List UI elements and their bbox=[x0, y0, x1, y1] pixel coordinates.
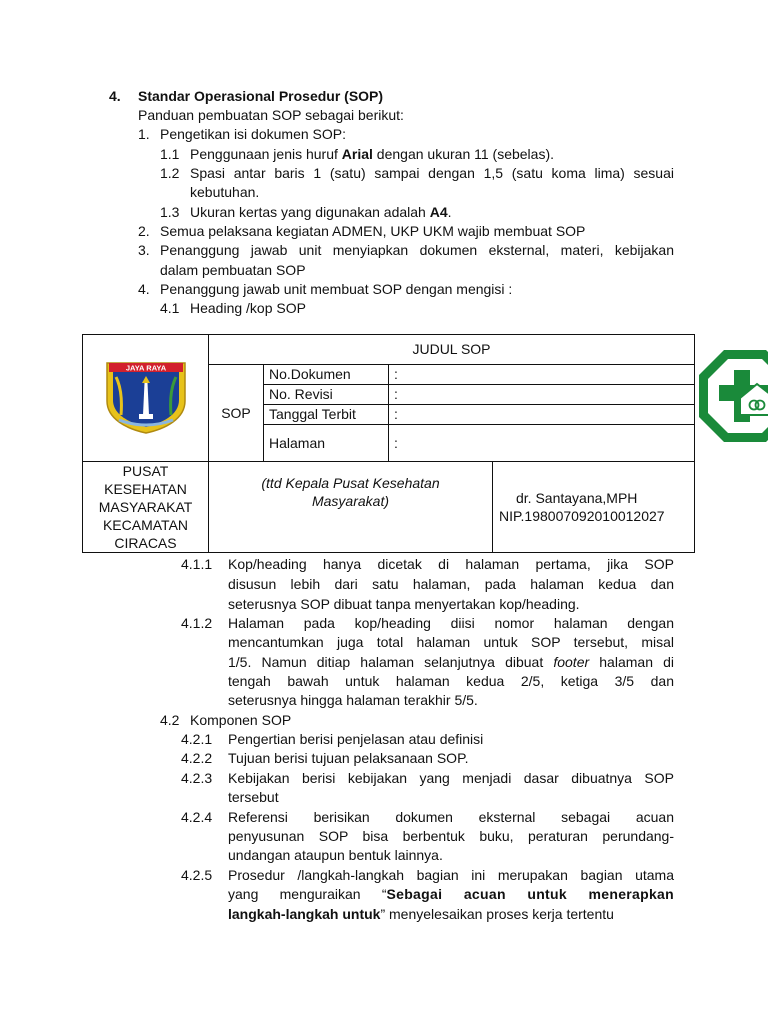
list-item: Penanggung jawab unit menyiapkan dokumen eksternal, materi, kebijakan bbox=[160, 242, 674, 258]
judul-sop: JUDUL SOP bbox=[209, 335, 695, 365]
signer-nip: NIP.198007092010012027 bbox=[499, 508, 665, 524]
org-name-line: KECAMATAN bbox=[102, 517, 189, 533]
meta-label: Tanggal Terbit bbox=[264, 405, 389, 425]
org-name-line: MASYARAKAT bbox=[98, 499, 193, 515]
table-row bbox=[264, 405, 695, 425]
list-item: Heading /kop SOP bbox=[190, 300, 306, 316]
sub-number: 4.2.1 bbox=[181, 731, 213, 747]
paragraph-line: undangan ataupun bentuk lainnya. bbox=[228, 847, 443, 863]
paragraph-line: Tujuan berisi tujuan pelaksanaan SOP. bbox=[228, 750, 469, 766]
paragraph-line: mencantumkan juga total halaman untuk SOP tersebut, misal bbox=[228, 634, 674, 650]
sop-cell bbox=[209, 365, 695, 462]
sub-number: 4.1.1 bbox=[181, 556, 213, 572]
sub-number: 4.2 bbox=[160, 712, 180, 728]
list-number: 3. bbox=[138, 242, 150, 258]
jaya-raya-emblem-icon bbox=[101, 357, 191, 435]
meta-label: No. Revisi bbox=[264, 385, 389, 405]
paragraph-line: yang menguraikan “Sebagai acuan untuk menerapkan bbox=[228, 886, 674, 902]
svg-text:JAYA RAYA: JAYA RAYA bbox=[125, 363, 166, 372]
signer-name: dr. Santayana,MPH bbox=[516, 490, 638, 506]
sop-label: SOP bbox=[221, 404, 251, 421]
meta-value: : bbox=[389, 385, 695, 405]
list-number: 4. bbox=[138, 281, 150, 297]
meta-value: : bbox=[389, 365, 695, 385]
paragraph-line: Kop/heading hanya dicetak di halaman pertama, jika SOP bbox=[228, 556, 674, 572]
paragraph-line: Referensi berisikan dokumen eksternal sebagai acuan bbox=[228, 809, 674, 825]
org-name-line: PUSAT bbox=[122, 463, 169, 479]
paragraph-line: penyusunan SOP bisa berbentuk buku, peraturan perundang- bbox=[228, 828, 674, 844]
sub-number: 4.2.3 bbox=[181, 770, 213, 786]
sub-number: 4.2.5 bbox=[181, 867, 213, 883]
table-row bbox=[264, 385, 695, 405]
signature-cell bbox=[493, 462, 695, 553]
list-item-cont: dalam pembuatan SOP bbox=[160, 262, 306, 278]
meta-label: No.Dokumen bbox=[264, 365, 389, 385]
puskesmas-logo-icon bbox=[695, 346, 768, 446]
org-name-cell bbox=[83, 462, 209, 553]
list-number: 1.2 bbox=[160, 165, 180, 181]
ttd-line: Masyarakat) bbox=[311, 493, 390, 509]
list-number: 1. bbox=[138, 126, 150, 142]
table-row bbox=[264, 425, 695, 462]
section-number: 4. bbox=[109, 88, 121, 104]
paragraph-line: Prosedur /langkah-langkah bagian ini merupakan bagian utama bbox=[228, 867, 674, 883]
paragraph-line: seterusnya hingga halaman terakhir 5/5. bbox=[228, 692, 478, 708]
list-item: Penggunaan jenis huruf Arial dengan ukuran 11 (sebelas). bbox=[190, 146, 555, 162]
sub-number: 4.2.2 bbox=[181, 750, 213, 766]
list-item-cont: kebutuhan. bbox=[190, 184, 260, 200]
paragraph-line: langkah-langkah untuk” menyelesaikan proses kerja tertentu bbox=[228, 906, 614, 922]
list-item: Penanggung jawab unit membuat SOP dengan mengisi : bbox=[160, 281, 513, 297]
paragraph-line: Pengertian berisi penjelasan atau definisi bbox=[228, 731, 484, 747]
org-name-line: KESEHATAN bbox=[104, 481, 187, 497]
paragraph-line: tersebut bbox=[228, 789, 279, 805]
paragraph-line: 1/5. Namun ditiap halaman selanjutnya dibuat footer halaman di bbox=[228, 654, 674, 670]
meta-label: Halaman bbox=[264, 425, 389, 462]
kop-table bbox=[82, 334, 695, 553]
list-number: 1.1 bbox=[160, 146, 180, 162]
table-row bbox=[264, 365, 695, 385]
list-item: Pengetikan isi dokumen SOP: bbox=[160, 126, 346, 142]
list-number: 2. bbox=[138, 223, 150, 239]
logo-left-cell bbox=[83, 335, 209, 462]
list-number: 1.3 bbox=[160, 204, 180, 220]
meta-value: : bbox=[389, 425, 695, 462]
paragraph-line: disusun lebih dari satu halaman, pada halaman kedua dan bbox=[228, 576, 674, 592]
org-name-line: CIRACAS bbox=[114, 535, 177, 551]
paragraph-line: tengah bawah untuk halaman kedua 2/5, ketiga 3/5 dan bbox=[228, 673, 674, 689]
sub-heading: Komponen SOP bbox=[190, 712, 292, 728]
list-item: Semua pelaksana kegiatan ADMEN, UKP UKM wajib membuat SOP bbox=[160, 223, 586, 239]
sub-number: 4.1.2 bbox=[181, 615, 213, 631]
sub-number: 4.2.4 bbox=[181, 809, 213, 825]
meta-value: : bbox=[389, 405, 695, 425]
list-item: Ukuran kertas yang digunakan adalah A4. bbox=[190, 204, 452, 220]
list-number: 4.1 bbox=[160, 300, 180, 316]
paragraph-line: Kebijakan berisi kebijakan yang menjadi dasar dibuatnya SOP bbox=[228, 770, 674, 786]
section-title: Standar Operasional Prosedur (SOP) bbox=[138, 88, 384, 104]
paragraph-line: seterusnya SOP dibuat tanpa menyertakan kop/heading. bbox=[228, 596, 580, 612]
paragraph-line: Halaman pada kop/heading diisi nomor halaman dengan bbox=[228, 615, 674, 631]
sop-meta-table bbox=[263, 365, 694, 461]
list-item: Spasi antar baris 1 (satu) sampai dengan 1,5 (satu koma lima) sesuai bbox=[190, 165, 674, 181]
ttd-line: (ttd Kepala Pusat Kesehatan bbox=[261, 475, 440, 491]
ttd-cell bbox=[209, 462, 493, 553]
section-intro: Panduan pembuatan SOP sebagai berikut: bbox=[138, 107, 404, 123]
